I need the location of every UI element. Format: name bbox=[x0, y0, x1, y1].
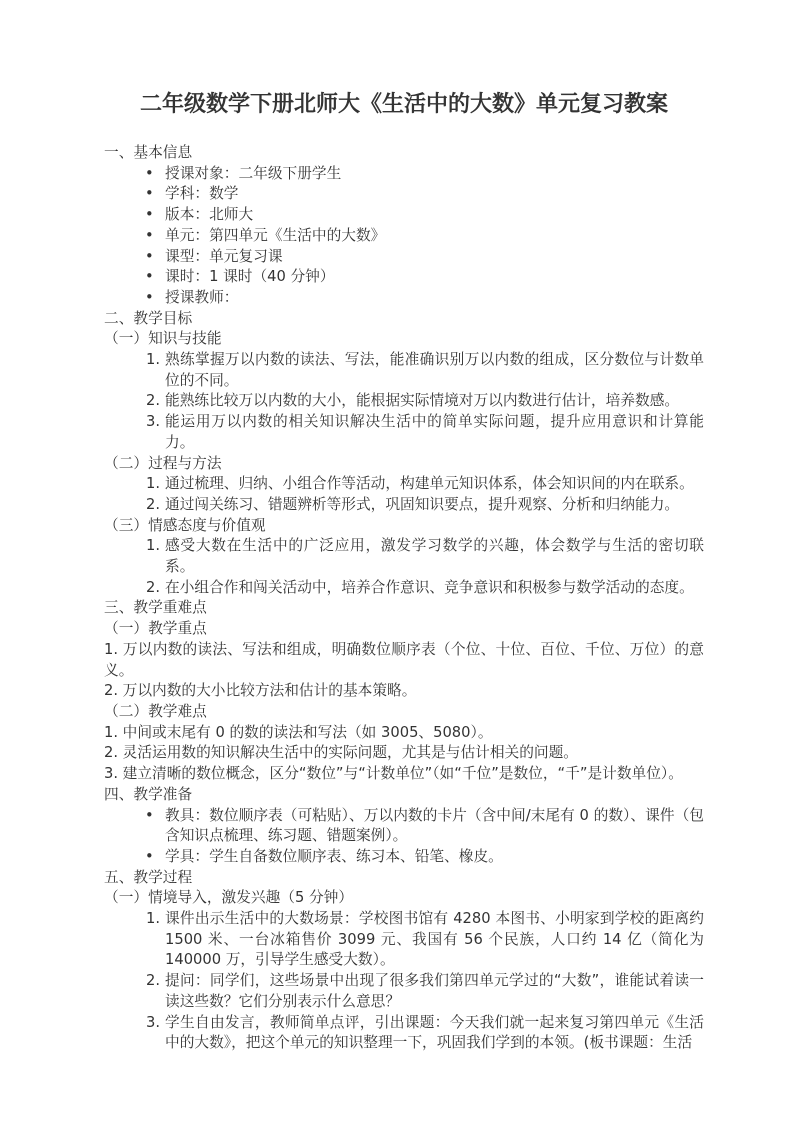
text-run: 三、教学重难点 bbox=[104, 599, 207, 617]
text-run: 提问：同学们，这些场景中出现了很多我们第四单元学过的“大数”，谁能试着读一读这些数？它们分别表示什么意思？ bbox=[165, 972, 704, 1010]
list-number: 1. bbox=[146, 910, 161, 928]
document-body bbox=[104, 143, 704, 1054]
text-run: 3. 建立清晰的数位概念，区分“数位”与“计数单位”（如“千位”是数位，“千”是计数单位）。 bbox=[104, 765, 683, 783]
bullet-icon: • bbox=[145, 247, 154, 265]
text-run: （一）教学重点 bbox=[104, 620, 207, 638]
subsection-heading bbox=[104, 454, 704, 475]
document-content bbox=[104, 0, 704, 1054]
list-number: 3. bbox=[146, 1013, 161, 1031]
text-run: 课型：单元复习课 bbox=[165, 247, 283, 265]
text-run: 授课教师： bbox=[165, 288, 239, 306]
bullet-icon: • bbox=[145, 268, 154, 286]
text-run: （一）情境导入，激发兴趣（5 分钟） bbox=[104, 889, 354, 907]
bullet-list-item bbox=[104, 267, 704, 288]
bullet-list-item bbox=[104, 806, 704, 847]
section-heading bbox=[104, 143, 704, 164]
subsection-heading bbox=[104, 516, 704, 537]
list-number: 2. bbox=[146, 972, 161, 990]
text-run: 2. 灵活运用数的知识解决生活中的实际问题，尤其是与估计相关的问题。 bbox=[104, 744, 578, 762]
text-run: 授课对象：二年级下册学生 bbox=[165, 164, 342, 182]
text-run: 一、基本信息 bbox=[104, 144, 193, 161]
bullet-list-item bbox=[104, 184, 704, 205]
section-heading bbox=[104, 785, 704, 806]
document-title: 二年级数学下册北师大《生活中的大数》单元复习教案 bbox=[139, 92, 668, 117]
numbered-list-item bbox=[104, 578, 704, 599]
text-run: 感受大数在生活中的广泛应用，激发学习数学的兴趣，体会数学与生活的密切联系。 bbox=[165, 537, 704, 576]
numbered-list-item bbox=[104, 391, 704, 412]
paragraph bbox=[104, 640, 704, 681]
bullet-icon: • bbox=[145, 185, 154, 203]
bullet-list-item bbox=[104, 247, 704, 268]
section-heading bbox=[104, 868, 704, 889]
list-number: 1. bbox=[146, 475, 161, 493]
list-number: 2. bbox=[146, 578, 161, 596]
list-number: 1. bbox=[146, 351, 161, 369]
numbered-list-item bbox=[104, 474, 704, 495]
text-run: 五、教学过程 bbox=[104, 868, 193, 886]
bullet-icon: • bbox=[145, 164, 154, 182]
text-run: 2. 万以内数的大小比较方法和估计的基本策略。 bbox=[104, 682, 417, 700]
paragraph bbox=[104, 764, 704, 785]
text-run: 二、教学目标 bbox=[104, 309, 193, 327]
text-run: 版本：北师大 bbox=[165, 206, 254, 224]
text-run: （二）过程与方法 bbox=[104, 454, 222, 472]
bullet-icon: • bbox=[145, 288, 154, 306]
subsection-heading bbox=[104, 329, 704, 350]
list-number: 2. bbox=[146, 495, 161, 513]
text-run: 教具：数位顺序表（可粘贴）、万以内数的卡片（含中间/末尾有 0 的数）、课件（包含知识点梳理、练习题、错题案例）。 bbox=[165, 806, 704, 845]
numbered-list-item bbox=[104, 412, 704, 453]
text-run: 单元：第四单元《生活中的大数》 bbox=[165, 226, 386, 244]
text-run: （二）教学难点 bbox=[104, 702, 207, 720]
text-run: 1. 万以内数的读法、写法和组成，明确数位顺序表（个位、十位、百位、千位、万位）的意义。 bbox=[104, 640, 704, 679]
text-run: 课件出示生活中的大数场景：学校图书馆有 4280 本图书、小明家到学校的距离约 1500 米、一台冰箱售价 3099 元、我国有 56 个民族，人口约 14 亿（简化为 140000 万，引导学生感受大数）。 bbox=[165, 910, 704, 969]
bullet-list-item bbox=[104, 847, 704, 868]
section-heading bbox=[104, 309, 704, 330]
paragraph bbox=[104, 723, 704, 744]
paragraph bbox=[104, 743, 704, 764]
bullet-icon: • bbox=[145, 206, 154, 224]
text-run: （一）知识与技能 bbox=[104, 330, 222, 348]
subsection-heading bbox=[104, 619, 704, 640]
bullet-list-item bbox=[104, 164, 704, 185]
list-number: 3. bbox=[146, 413, 161, 431]
list-number: 1. bbox=[146, 537, 161, 555]
text-run: 学具：学生自备数位顺序表、练习本、铅笔、橡皮。 bbox=[165, 847, 503, 865]
paragraph bbox=[104, 681, 704, 702]
numbered-list-item bbox=[104, 350, 704, 391]
text-run: 熟练掌握万以内数的读法、写法，能准确识别万以内数的组成，区分数位与计数单位的不同。 bbox=[165, 351, 704, 389]
text-run: 1. 中间或末尾有 0 的数的读法和写法（如 3005、5080）。 bbox=[104, 723, 493, 741]
numbered-list-item bbox=[104, 971, 704, 1012]
text-run: 学科：数学 bbox=[165, 185, 239, 203]
text-run: 通过闯关练习、错题辨析等形式，巩固知识要点，提升观察、分析和归纳能力。 bbox=[165, 495, 680, 513]
numbered-list-item bbox=[104, 536, 704, 577]
numbered-list-item bbox=[104, 909, 704, 971]
bullet-icon: • bbox=[145, 847, 154, 865]
text-run: 课时：1 课时（40 分钟） bbox=[165, 268, 335, 286]
text-run: 四、教学准备 bbox=[104, 785, 193, 803]
text-run: （三）情感态度与价值观 bbox=[104, 516, 266, 534]
bullet-list-item bbox=[104, 288, 704, 309]
subsection-heading bbox=[104, 888, 704, 909]
text-run: 在小组合作和闯关活动中，培养合作意识、竞争意识和积极参与数学活动的态度。 bbox=[165, 578, 694, 596]
text-run: 通过梳理、归纳、小组合作等活动，构建单元知识体系，体会知识间的内在联系。 bbox=[165, 475, 694, 493]
numbered-list-item bbox=[104, 495, 704, 516]
text-run: 能熟练比较万以内数的大小，能根据实际情境对万以内数进行估计，培养数感。 bbox=[165, 392, 680, 410]
bullet-icon: • bbox=[145, 226, 154, 244]
bullet-icon: • bbox=[145, 806, 154, 824]
subsection-heading bbox=[104, 702, 704, 723]
bullet-list-item bbox=[104, 205, 704, 226]
text-run: 学生自由发言，教师简单点评，引出课题：今天我们就一起来复习第四单元《生活中的大数》，把这个单元的知识整理一下，巩固我们学到的本领。(板书课题：生活 bbox=[165, 1013, 704, 1052]
list-number: 2. bbox=[146, 392, 161, 410]
section-heading bbox=[104, 598, 704, 619]
bullet-list-item bbox=[104, 226, 704, 247]
numbered-list-item bbox=[104, 1013, 704, 1054]
text-run: 能运用万以内数的相关知识解决生活中的简单实际问题，提升应用意识和计算能力。 bbox=[165, 413, 704, 451]
